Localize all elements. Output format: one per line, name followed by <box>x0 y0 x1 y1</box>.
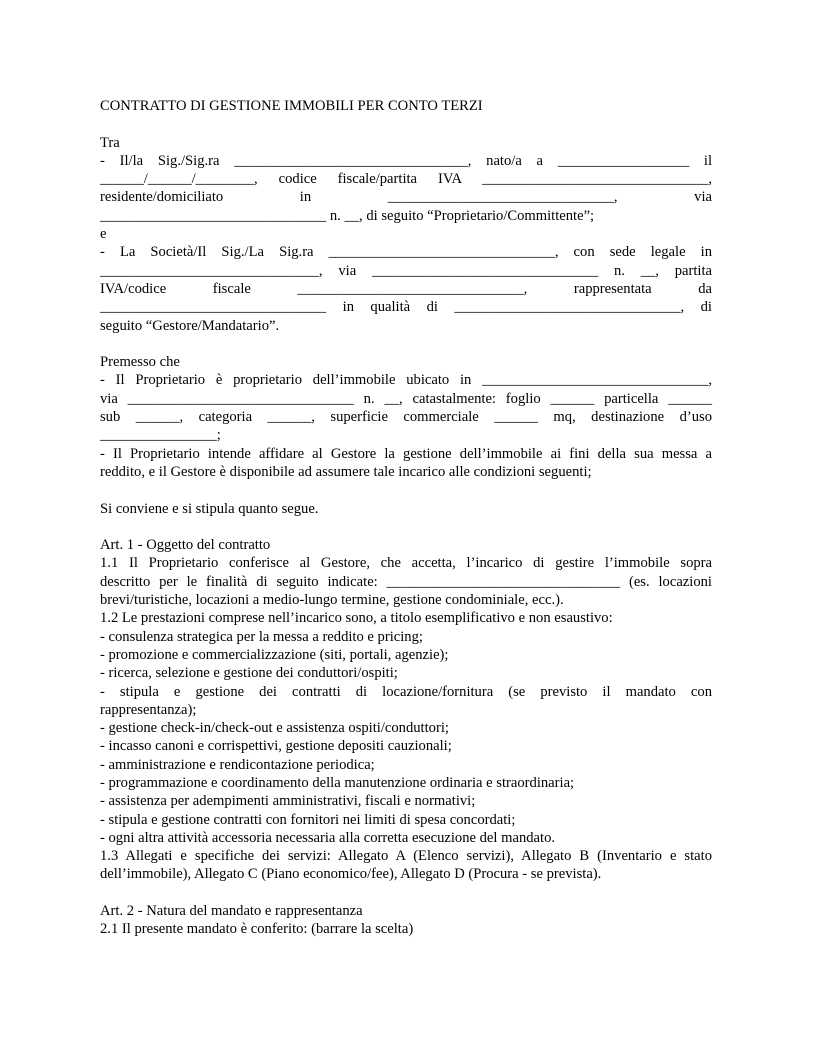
blank-line <box>100 481 712 499</box>
article-1-line: 1.2 Le prestazioni comprese nell’incarico sono, a titolo esemplificativo e non esaustivo: <box>100 610 613 627</box>
service-list-item: - amministrazione e rendicontazione periodica; <box>100 756 375 773</box>
article-1-heading: Art. 1 - Oggetto del contratto <box>100 537 271 554</box>
article-2-heading: Art. 2 - Natura del mandato e rappresentanza <box>100 903 363 920</box>
service-list-item: - incasso canoni e corrispettivi, gestione depositi cauzionali; <box>100 738 452 755</box>
document-body <box>100 97 712 939</box>
service-list-item: - promozione e commercializzazione (siti, portali, agenzie); <box>100 646 449 663</box>
article-1-line: brevi/turistiche, locazioni a medio-lungo termine, gestione condominiale, ecc.). <box>100 592 564 609</box>
article-1-line: dell’immobile), Allegato C (Piano economico/fee), Allegato D (Procura - se prevista). <box>100 866 602 883</box>
service-list-item: - gestione check-in/check-out e assistenza ospiti/conduttori; <box>100 720 449 737</box>
party-2-line: seguito “Gestore/Mandatario”. <box>100 317 280 334</box>
service-list-item: - consulenza strategica per la messa a reddito e pricing; <box>100 628 423 645</box>
party-2-line: IVA/codice fiscale _______________________________, rappresentata da <box>100 280 712 297</box>
blank-line <box>100 115 712 133</box>
party-2-line: - La Società/Il Sig./La Sig.ra _______________________________, con sede legale in <box>100 244 712 261</box>
service-list-item: - stipula e gestione dei contratti di locazione/fornitura (se previsto il mandato con <box>100 683 712 700</box>
service-list-item: - assistenza per adempimenti amministrativi, fiscali e normativi; <box>100 793 476 810</box>
article-2-line: 2.1 Il presente mandato è conferito: (barrare la scelta) <box>100 921 414 938</box>
blank-line <box>100 518 712 536</box>
party-1-line: residente/domiciliato in _______________________________, via <box>100 189 712 206</box>
party-2-line: ______________________________, via _______________________________ n. __, partita <box>100 262 712 279</box>
article-1-line: descritto per le finalità di seguito indicate: ________________________________ (es. locazioni <box>100 573 712 590</box>
service-list-item: - ricerca, selezione e gestione dei conduttori/ospiti; <box>100 665 398 682</box>
parties-heading: Tra <box>100 134 120 151</box>
article-1-line: 1.3 Allegati e specifiche dei servizi: Allegato A (Elenco servizi), Allegato B (Inventario e stato <box>100 848 712 865</box>
premises-line: - Il Proprietario intende affidare al Gestore la gestione dell’immobile ai fini della sua messa a <box>100 445 712 462</box>
premises-heading: Premesso che <box>100 354 180 371</box>
premises-line: sub ______, categoria ______, superficie commerciale ______ mq, destinazione d’uso <box>100 409 712 426</box>
service-list-item: - ogni altra attività accessoria necessaria alla corretta esecuzione del mandato. <box>100 829 556 846</box>
blank-line <box>100 884 712 902</box>
service-list-item: - stipula e gestione contratti con fornitori nei limiti di spesa concordati; <box>100 811 516 828</box>
parties-conjunction: e <box>100 226 107 243</box>
service-list-item: - programmazione e coordinamento della manutenzione ordinaria e straordinaria; <box>100 774 575 791</box>
party-2-line: _______________________________ in qualità di _______________________________, di <box>100 299 712 316</box>
service-list-item: rappresentanza); <box>100 701 197 718</box>
party-1-line: ______/______/________, codice fiscale/partita IVA _______________________________, <box>100 171 712 188</box>
party-1-line: _______________________________ n. __, di seguito “Proprietario/Committente”; <box>100 207 595 224</box>
party-1-line: - Il/la Sig./Sig.ra ________________________________, nato/a a __________________ il <box>100 152 712 169</box>
document-title: CONTRATTO DI GESTIONE IMMOBILI PER CONTO TERZI <box>100 98 483 114</box>
premises-line: reddito, e il Gestore è disponibile ad assumere tale incarico alle condizioni seguenti; <box>100 463 592 480</box>
premises-line: - Il Proprietario è proprietario dell’immobile ubicato in _______________________________, <box>100 372 712 389</box>
blank-line <box>100 335 712 353</box>
premises-line: via _______________________________ n. __, catastalmente: foglio ______ particella ______ <box>100 390 712 407</box>
premises-line: ________________; <box>100 427 221 444</box>
article-1-line: 1.1 Il Proprietario conferisce al Gestore, che accetta, l’incarico di gestire l’immobile sopra <box>100 555 712 572</box>
agreement-statement: Si conviene e si stipula quanto segue. <box>100 500 319 517</box>
